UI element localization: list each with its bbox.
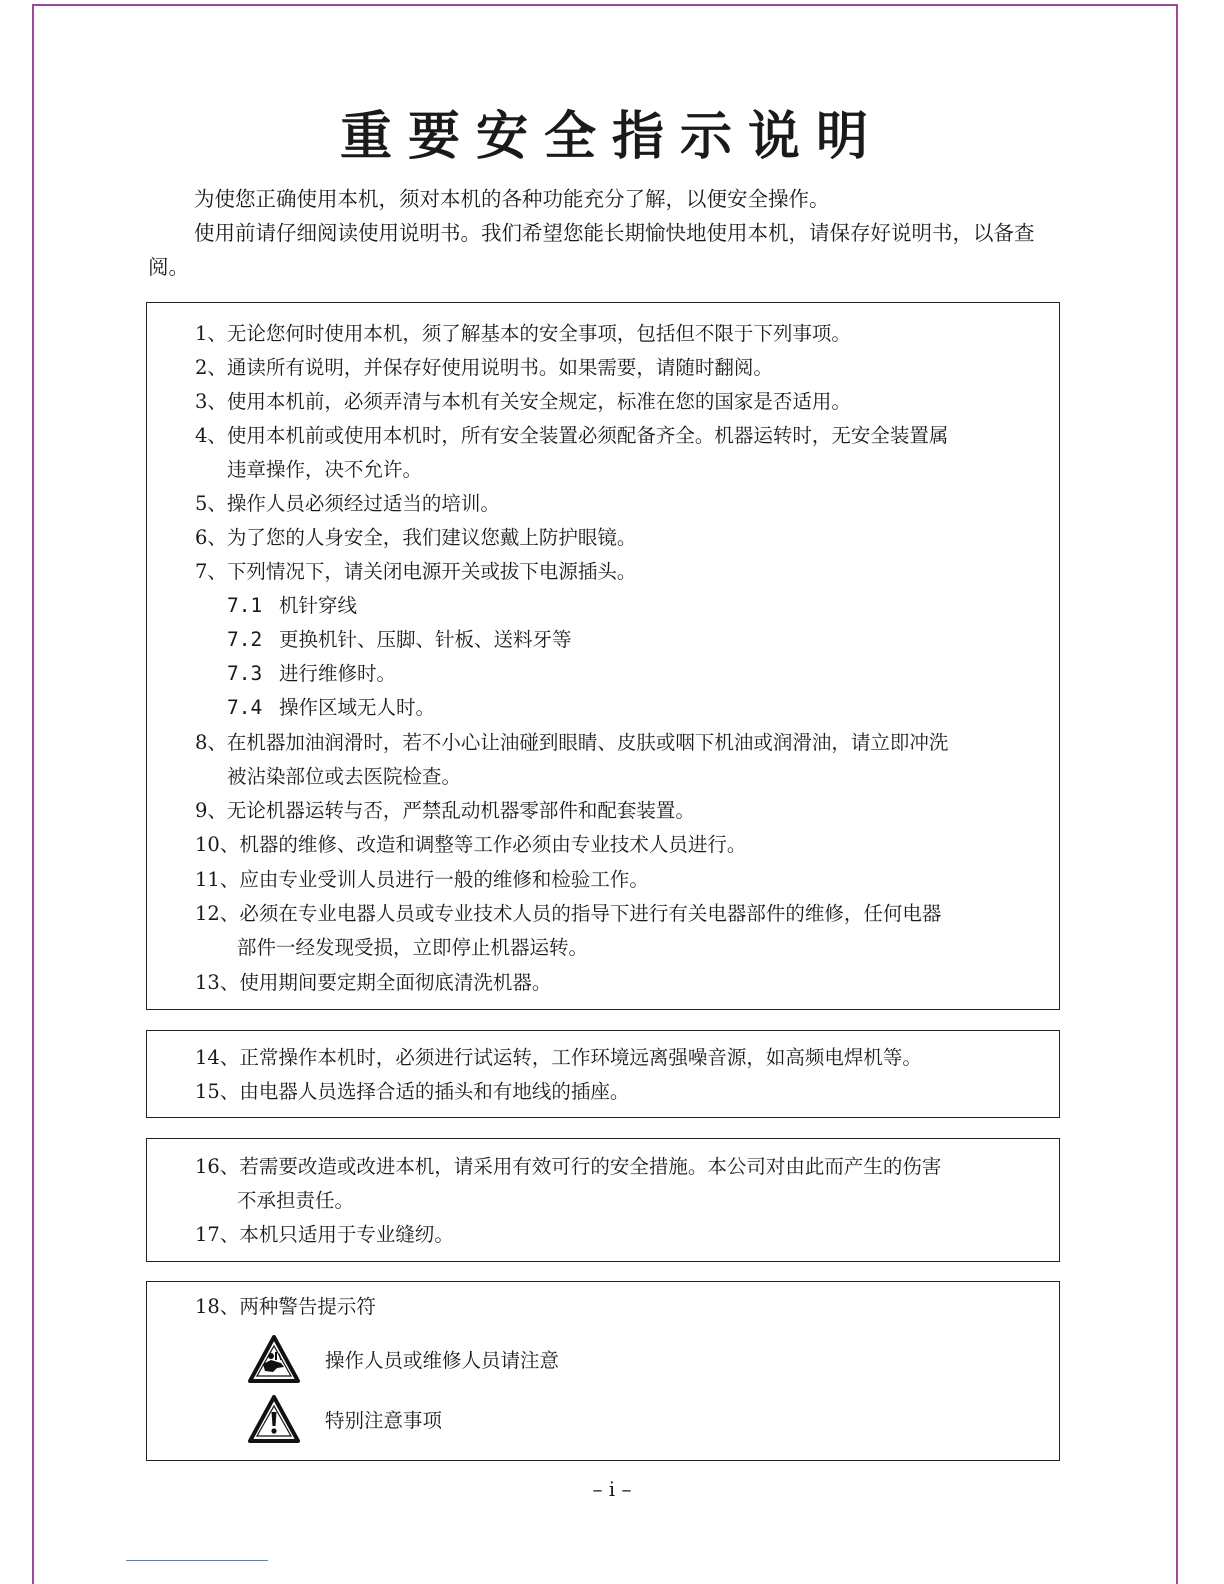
sub-item-7-3 (227, 657, 396, 691)
bottom-link-underline (126, 1560, 268, 1561)
list-item-14: 14、正常操作本机时，必须进行试运转，工作环境远离强噪音源，如高频电焊机等。 (195, 1046, 922, 1069)
hand-hazard-warning-icon (247, 1334, 301, 1384)
warning-label: 操作人员或维修人员请注意 (325, 1349, 560, 1372)
list-item-6: 6、为了您的人身安全，我们建议您戴上防护眼镜。 (195, 526, 637, 549)
sub-item-7-1 (227, 589, 357, 623)
sub-item-text: 机针穿线 (279, 594, 358, 617)
warning-row-special (247, 1392, 442, 1446)
list-item-5: 5、操作人员必须经过适当的培训。 (195, 492, 500, 515)
safety-box-2 (146, 1030, 1060, 1118)
sub-item-text: 操作区域无人时。 (279, 696, 436, 719)
warning-row-operator (247, 1332, 559, 1386)
safety-box-1 (146, 302, 1060, 1010)
intro-paragraph-2: 使用前请仔细阅读使用说明书。我们希望您能长期愉快地使用本机，请保存好说明书，以备查阅。 (148, 221, 1035, 279)
sub-item-7-2 (227, 623, 572, 657)
page-title: 重要安全指示说明 (339, 107, 884, 167)
list-item-13: 13、使用期间要定期全面彻底清洗机器。 (195, 971, 552, 994)
list-item-11: 11、应由专业受训人员进行一般的维修和检验工作。 (195, 868, 649, 891)
list-item-16: 16、若需要改造或改进本机，请采用有效可行的安全措施。本公司对由此而产生的伤害 (195, 1155, 942, 1178)
intro (148, 182, 1068, 284)
warning-label: 特别注意事项 (325, 1409, 443, 1432)
list-item-4-continued: 违章操作，决不允许。 (227, 458, 423, 481)
sub-item-7-4 (227, 691, 435, 725)
list-item-12: 12、必须在专业电器人员或专业技术人员的指导下进行有关电器部件的维修，任何电器 (195, 902, 942, 925)
list-item-17: 17、本机只适用于专业缝纫。 (195, 1223, 454, 1246)
list-item-10: 10、机器的维修、改造和调整等工作必须由专业技术人员进行。 (195, 833, 747, 856)
safety-box-3 (146, 1138, 1060, 1262)
safety-box-4 (146, 1281, 1060, 1461)
sub-item-number: 7.2 (227, 628, 263, 651)
list-item-9: 9、无论机器运转与否，严禁乱动机器零部件和配套装置。 (195, 799, 695, 822)
sub-item-text: 更换机针、压脚、针板、送料牙等 (279, 628, 572, 651)
page-border-top (32, 4, 1178, 6)
sub-item-number: 7.3 (227, 662, 263, 685)
list-item-2: 2、通读所有说明，并保存好使用说明书。如果需要，请随时翻阅。 (195, 356, 773, 379)
page-border-right (1176, 4, 1178, 1584)
intro-paragraph-1: 为使您正确使用本机，须对本机的各种功能充分了解，以便安全操作。 (194, 187, 830, 211)
exclamation-warning-icon (247, 1394, 301, 1444)
sub-item-text: 进行维修时。 (279, 662, 397, 685)
page-border-left (32, 4, 34, 1584)
list-item-8-continued: 被沾染部位或去医院检查。 (227, 765, 462, 788)
page-number: – i – (592, 1477, 632, 1501)
list-item-1: 1、无论您何时使用本机，须了解基本的安全事项，包括但不限于下列事项。 (195, 322, 851, 345)
list-item-8: 8、在机器加油润滑时，若不小心让油碰到眼睛、皮肤或咽下机油或润滑油，请立即冲洗 (195, 731, 949, 754)
list-item-16-continued: 不承担责任。 (237, 1189, 355, 1212)
list-item-4: 4、使用本机前或使用本机时，所有安全装置必须配备齐全。机器运转时，无安全装置属 (195, 424, 949, 447)
list-item-3: 3、使用本机前，必须弄清与本机有关安全规定，标准在您的国家是否适用。 (195, 390, 851, 413)
list-item-12-continued: 部件一经发现受损，立即停止机器运转。 (237, 936, 589, 959)
sub-item-number: 7.4 (227, 696, 263, 719)
list-item-18: 18、两种警告提示符 (195, 1295, 376, 1318)
list-item-15: 15、由电器人员选择合适的插头和有地线的插座。 (195, 1080, 630, 1103)
sub-item-number: 7.1 (227, 594, 263, 617)
list-item-7: 7、下列情况下，请关闭电源开关或拔下电源插头。 (195, 560, 637, 583)
